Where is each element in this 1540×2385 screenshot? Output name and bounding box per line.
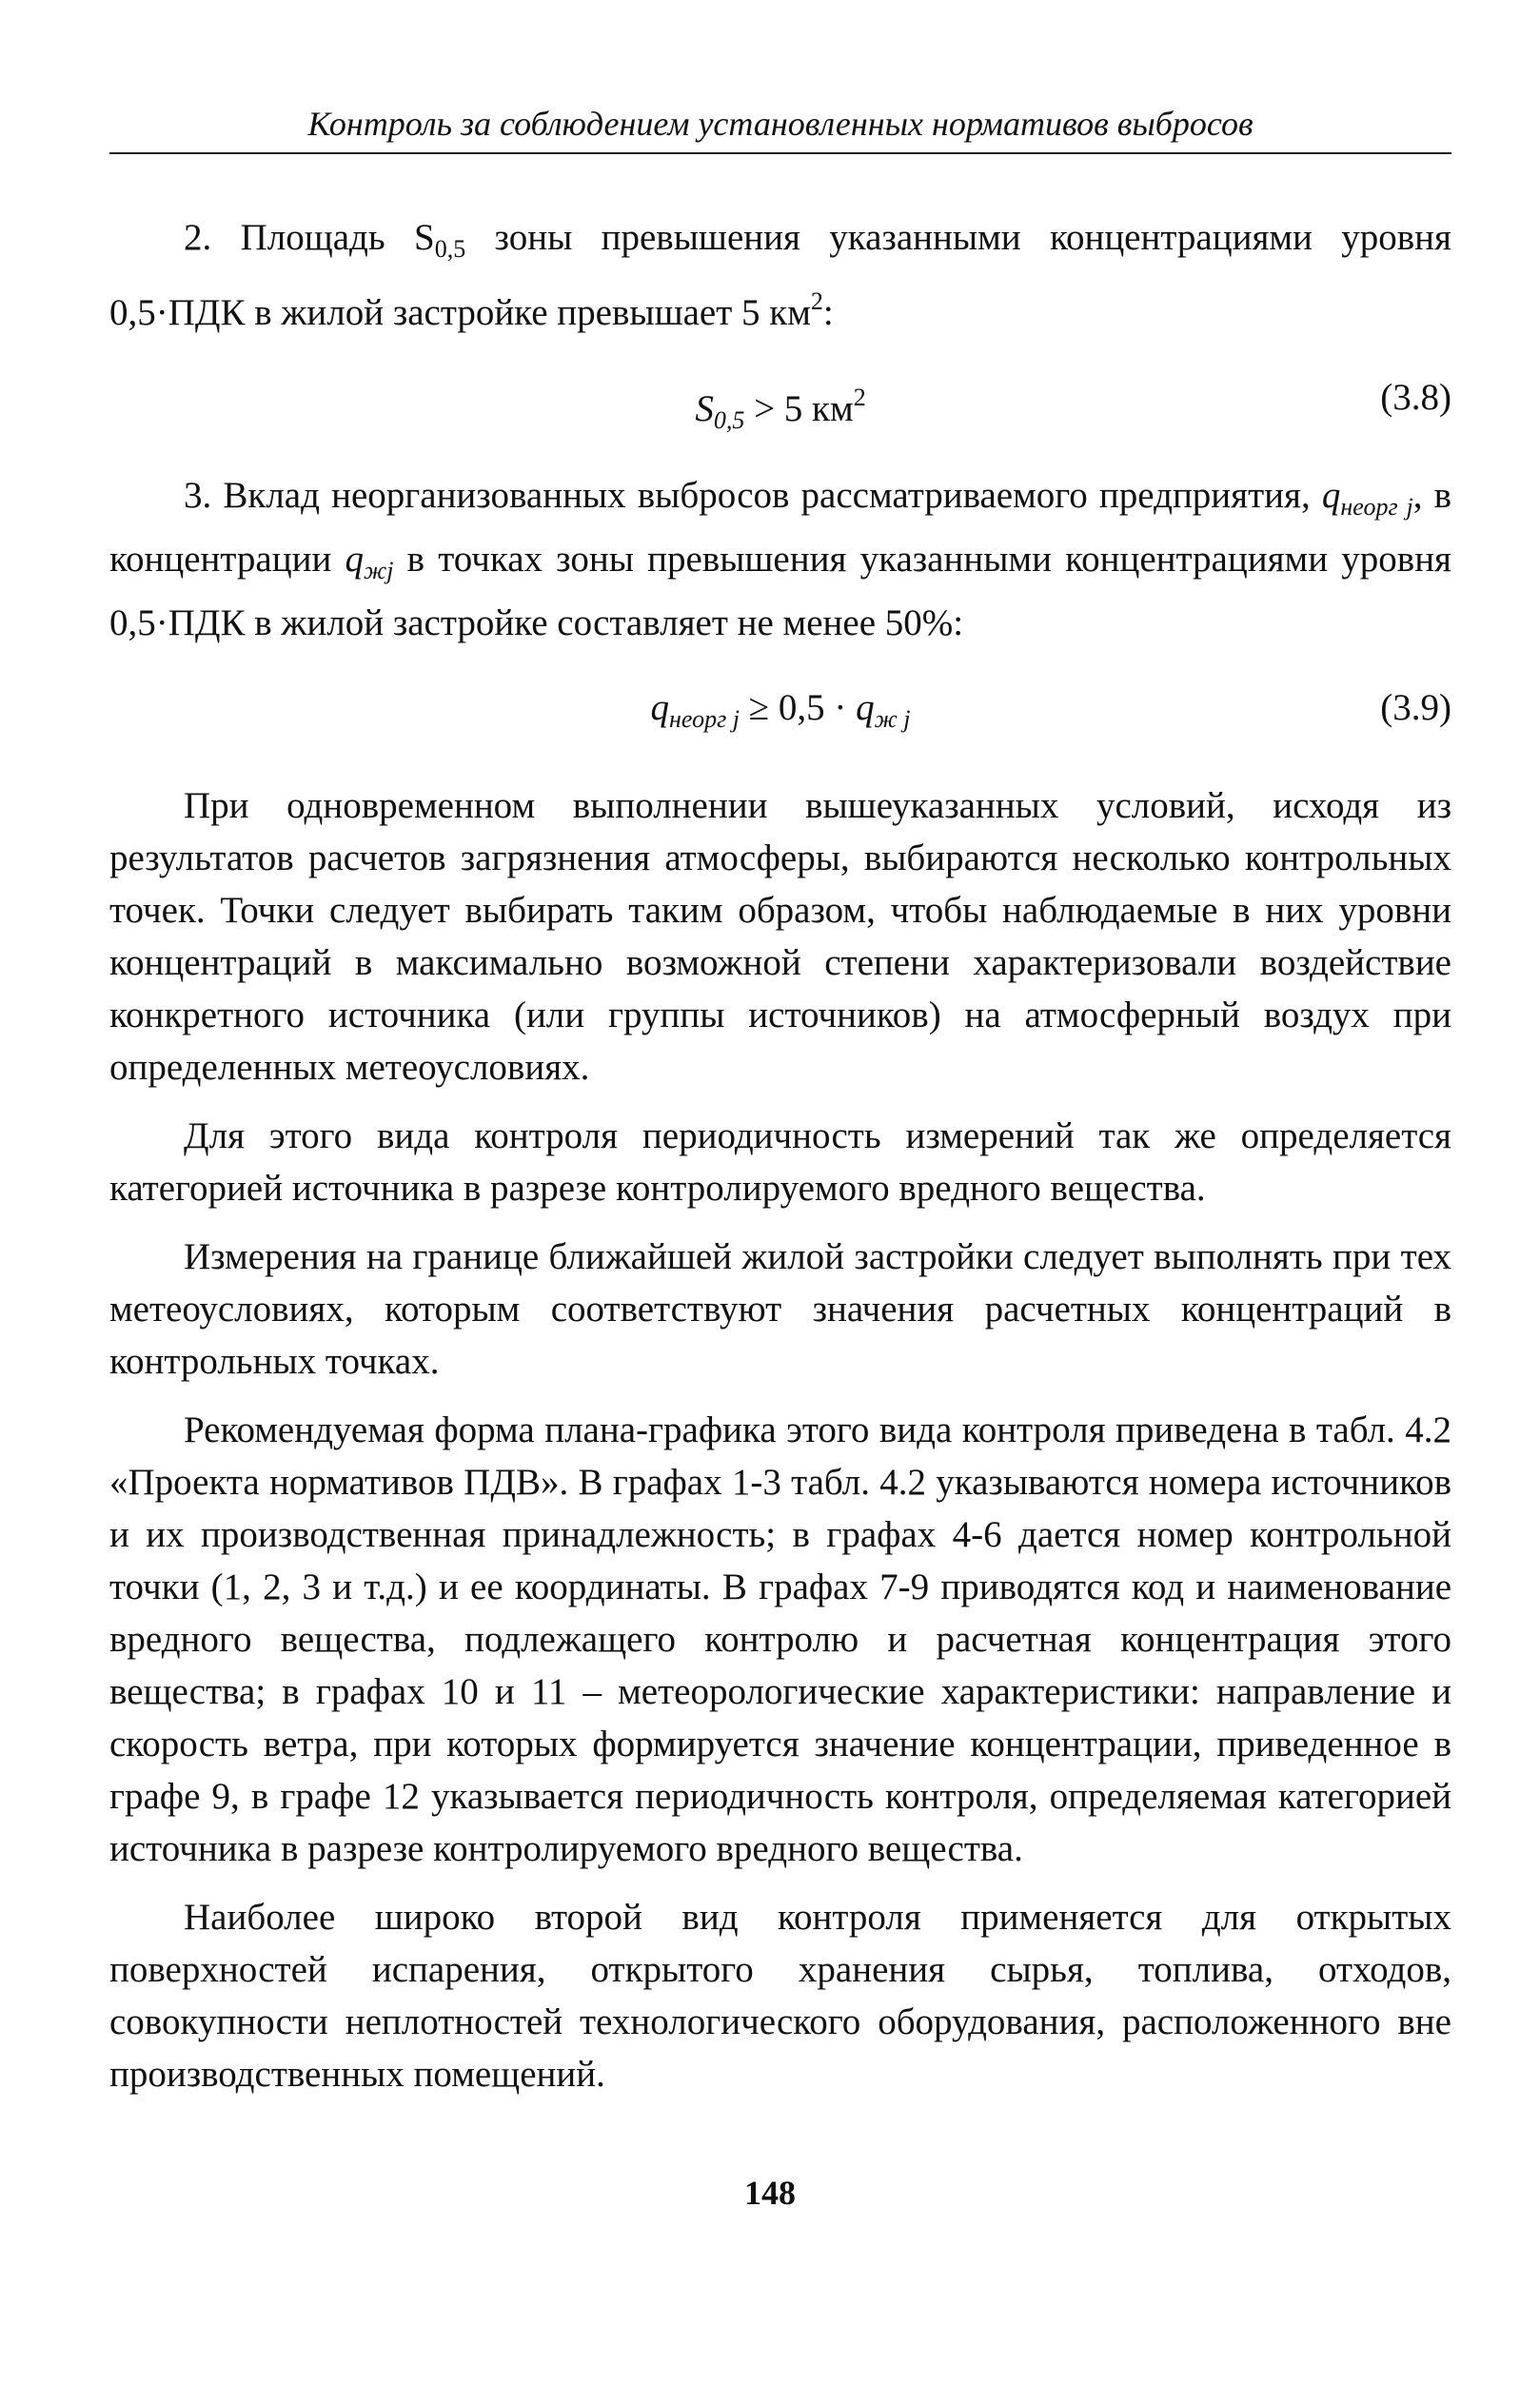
- formula-3-8-sub: 0,5: [713, 406, 745, 434]
- paragraph: Для этого вида контроля периодичность измерений так же определяется категорией источника в разрезе контролируемого вредного вещества.: [109, 1115, 1451, 1209]
- item-3-mid: , в концентрации: [109, 475, 1451, 580]
- item-3: [109, 469, 1451, 649]
- formula-3-8-expression: [109, 371, 1451, 446]
- formula-3-8: [109, 371, 1451, 434]
- item-2: [109, 211, 1451, 339]
- running-header: Контроль за соблюдением установленных нормативов выбросов: [307, 105, 1254, 143]
- formula-3-9-rel: ≥ 0,5 ·: [739, 687, 857, 728]
- equation-number-3-9: (3.9): [1380, 687, 1451, 728]
- formula-3-9: [109, 681, 1451, 734]
- item-2-tail: :: [822, 292, 834, 333]
- page-number: 148: [744, 2174, 796, 2212]
- item-2-sub: 0,5: [434, 235, 466, 263]
- equation-number-3-8: (3.8): [1380, 377, 1451, 418]
- item-2-text: зоны превышения указанными концентрациями уровня 0,5·ПДК в жилой застройке превышает 5 км: [109, 217, 1451, 333]
- paragraph: Наиболее широко второй вид контроля применяется для открытых поверхностей испарения, открытого хранения сырья, топлива, отходов, совокупности неплотностей технологического оборудования, расположенного вне производственных помещений.: [109, 1897, 1451, 2095]
- item-3-lead: 3. Вклад неорганизованных выбросов рассматриваемого предприятия,: [184, 475, 1322, 516]
- item-3-q2-sub: жj: [364, 557, 394, 584]
- formula-3-9-q2: q: [856, 687, 875, 728]
- formula-3-8-rel: > 5 км: [744, 388, 854, 429]
- item-3-text: в точках зоны превышения указанными концентрациями уровня 0,5·ПДК в жилой застройке составляет не менее 50%:: [109, 539, 1451, 643]
- formula-3-9-q2-sub: ж j: [874, 705, 911, 733]
- formula-3-9-expression: [109, 681, 1451, 745]
- formula-3-9-q1-sub: неорг j: [668, 705, 740, 733]
- item-2-lead: 2. Площадь S: [184, 217, 435, 258]
- formula-3-9-q1: q: [650, 687, 669, 728]
- paragraph: Рекомендуемая форма плана-графика этого вида контроля приведена в табл. 4.2 «Проекта нормативов ПДВ». В графах 1-3 табл. 4.2 указываются номера источников и их производственная принадлежность; в графах 4-6 дается номер контрольной точки (1, 2, 3 и т.д.) и ее координаты. В графах 7-9 приводятся код и наименование вредного вещества, подлежащего контролю и расчетная концентрация этого вещества; в графах 10 и 11 – метеорологические характеристики: направление и скорость ветра, при которых формируется значение концентрации, приведенное в графе 9, в графе 12 указывается периодичность контроля, определяемая категорией источника в разрезе контролируемого вредного вещества.: [109, 1409, 1451, 1869]
- formula-3-8-sup: 2: [853, 384, 866, 411]
- item-3-q2: q: [345, 539, 365, 580]
- item-3-q1: q: [1321, 475, 1341, 516]
- paragraph: Измерения на границе ближайшей жилой застройки следует выполнять при тех метеоусловиях, которым соответствуют значения расчетных концентраций в контрольных точках.: [109, 1236, 1451, 1382]
- item-2-sup: 2: [810, 287, 823, 315]
- item-3-q1-sub: неорг j: [1340, 493, 1413, 521]
- paragraph: При одновременном выполнении вышеуказанных условий, исходя из результатов расчетов загрязнения атмосферы, выбираются несколько контрольных точек. Точки следует выбирать таким образом, чтобы наблюдаемые в них уровни концентраций в максимально возможной степени характеризовали воздействие конкретного источника (или группы источников) на атмосферный воздух при определенных метеоусловиях.: [109, 785, 1451, 1088]
- header-rule: [109, 152, 1451, 154]
- document-body: [109, 211, 1451, 2117]
- formula-3-8-var: S: [695, 388, 714, 429]
